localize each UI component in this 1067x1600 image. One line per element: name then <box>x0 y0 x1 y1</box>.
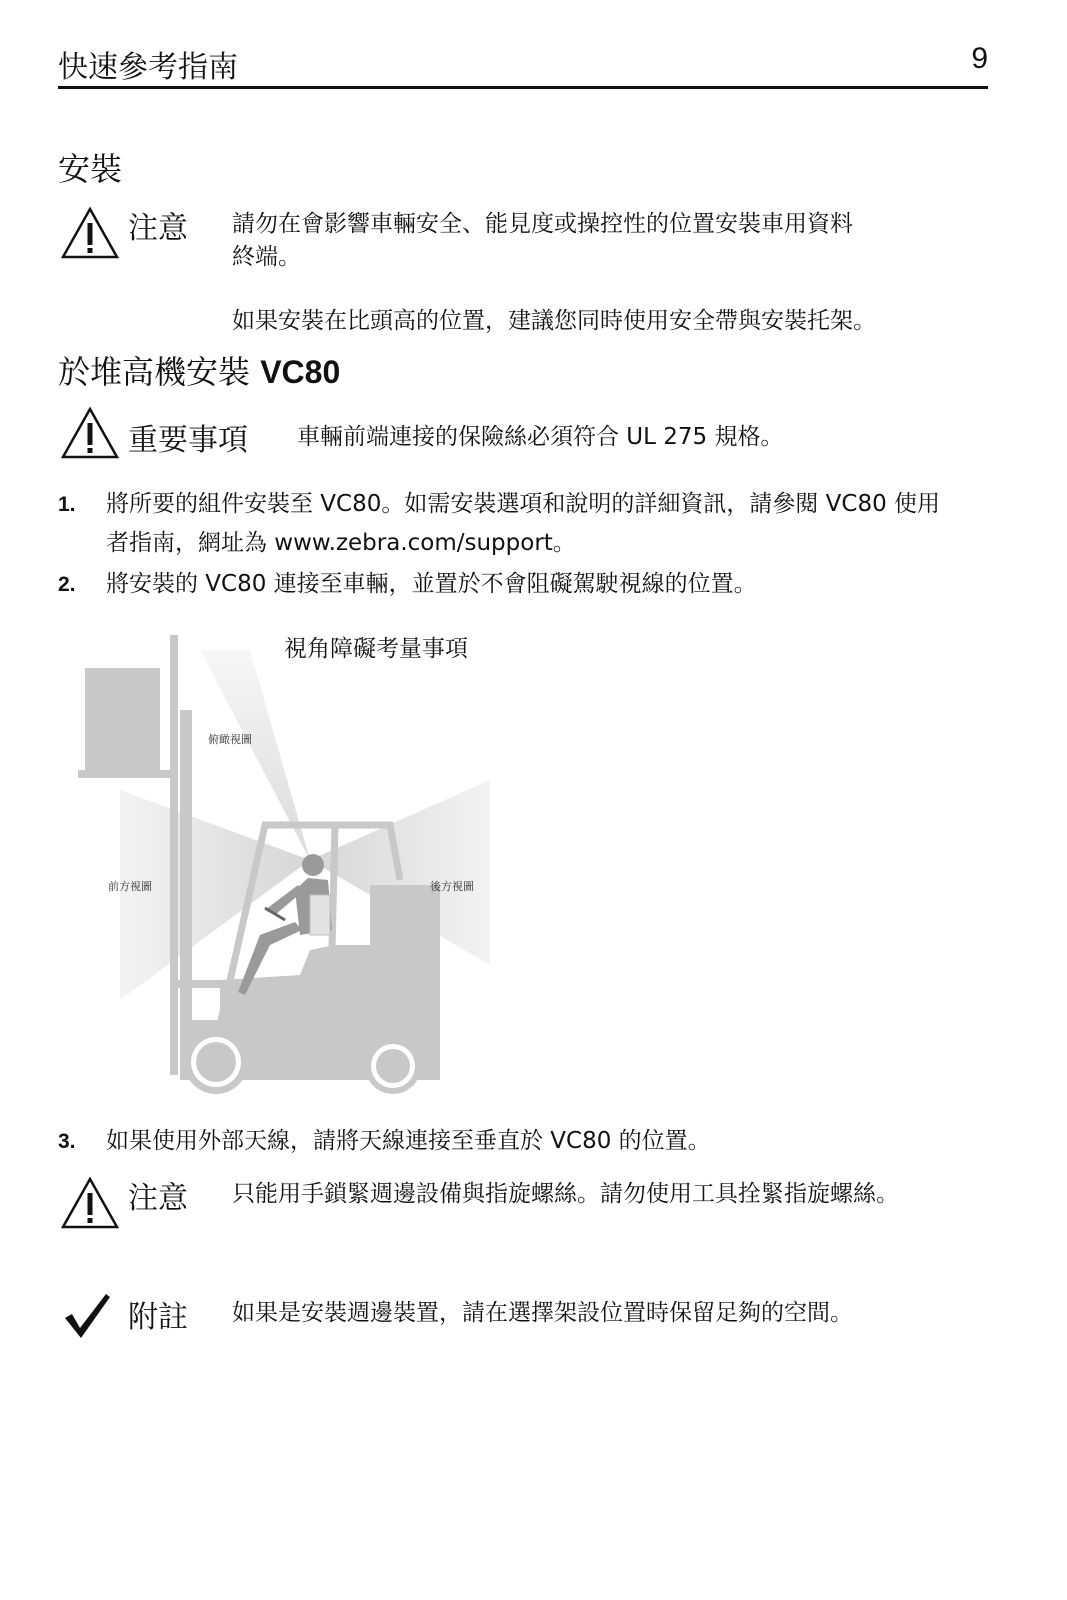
caution-text-line1: 請勿在會影響車輛安全、能見度或操控性的位置安裝車用資料 <box>232 211 853 237</box>
caution-text-line2: 終端。 <box>232 244 301 270</box>
step-number: 1. <box>58 493 76 516</box>
figure-title: 視角障礙考量事項 <box>284 636 468 662</box>
important-icon <box>60 406 120 460</box>
forklift-heading-prefix: 於堆高機安裝 <box>58 353 261 391</box>
caution-text: 只能用手鎖緊週邊設備與指旋螺絲。請勿使用工具拴緊指旋螺絲。 <box>232 1181 899 1207</box>
important-text: 車輛前端連接的保險絲必須符合 UL 275 規格。 <box>297 424 784 450</box>
important-label: 重要事項 <box>128 423 248 458</box>
step-text-line2: 者指南，網址為 www.zebra.com/support。 <box>106 530 576 556</box>
caution-icon <box>60 206 120 260</box>
section-heading-install: 安裝 <box>58 150 123 188</box>
running-header-title: 快速參考指南 <box>58 50 238 85</box>
note-label: 附註 <box>128 1300 188 1335</box>
step-number: 2. <box>58 573 76 596</box>
step-text-line1: 將安裝的 VC80 連接至車輛，並置於不會阻礙駕駛視線的位置。 <box>106 571 757 597</box>
step-text-line1: 將所要的組件安裝至 VC80。如需安裝選項和說明的詳細資訊，請參閱 VC80 使用 <box>106 491 941 517</box>
caution-label: 注意 <box>128 1181 188 1216</box>
section-heading-forklift <box>58 347 340 393</box>
note-text: 如果是安裝週邊裝置，請在選擇架設位置時保留足夠的空間。 <box>232 1300 853 1326</box>
caution-label: 注意 <box>128 211 188 246</box>
figure-label-rear-view: 後方視圖 <box>430 880 474 893</box>
checkmark-icon <box>62 1292 112 1340</box>
page-number: 9 <box>971 42 988 75</box>
figure-label-top-view: 俯瞰視圖 <box>208 733 252 746</box>
forklift-heading-model: VC80 <box>260 354 341 390</box>
step-number: 3. <box>58 1130 76 1153</box>
caution-extra-text: 如果安裝在比頭高的位置，建議您同時使用安全帶與安裝托架。 <box>232 308 876 334</box>
step-text-line1: 如果使用外部天線，請將天線連接至垂直於 VC80 的位置。 <box>106 1128 711 1154</box>
figure-label-front-view: 前方視圖 <box>108 880 152 893</box>
caution-icon <box>60 1176 120 1230</box>
forklift-view-illustration <box>70 630 500 1100</box>
header-rule <box>58 86 988 89</box>
